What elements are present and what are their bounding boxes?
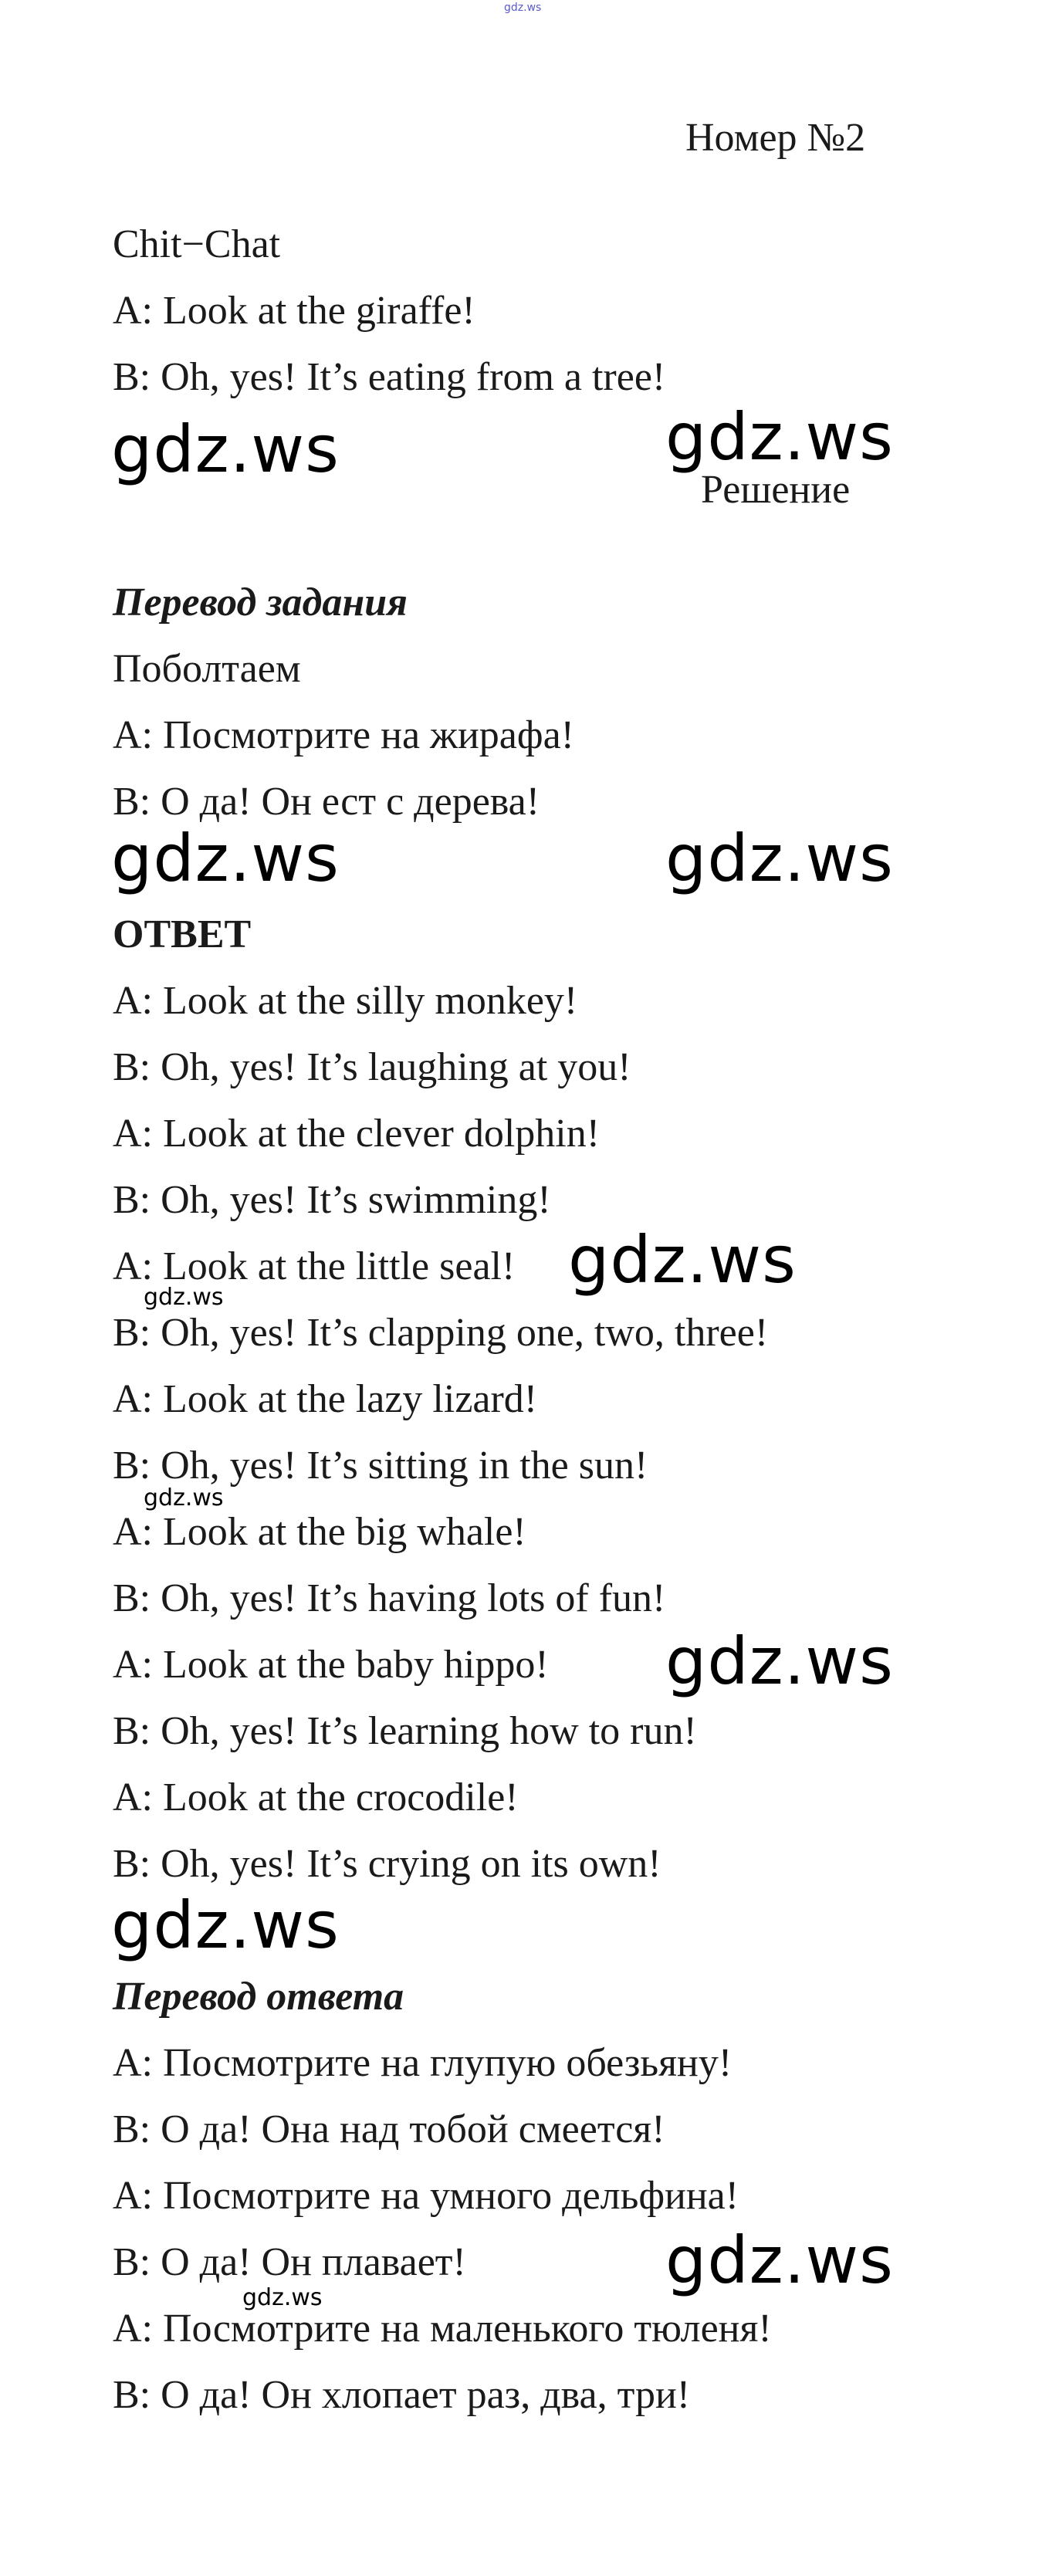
translation-task-title: Поболтаем [113, 647, 301, 691]
answer-line-4: B: Oh, yes! It’s swimming! [113, 1178, 551, 1222]
answer-line-12: B: Oh, yes! It’s learning how to run! [113, 1709, 697, 1753]
watermark: gdz.ws [665, 821, 894, 896]
answer-line-6: B: Oh, yes! It’s clapping one, two, three! [113, 1311, 769, 1355]
translation-task-line-1: A: Посмотрите на жирафа! [113, 713, 574, 757]
page-title: Номер №2 [685, 116, 866, 160]
watermark: gdz.ws [665, 2222, 894, 2298]
translation-answer-line-5: A: Посмотрите на маленького тюленя! [113, 2307, 772, 2351]
translation-answer-line-6: B: О да! Он хлопает раз, два, три! [113, 2373, 691, 2417]
answer-line-7: A: Look at the lazy lizard! [113, 1377, 538, 1421]
task-title: Chit−Chat [113, 222, 281, 266]
translation-task-heading: Перевод задания [113, 581, 408, 625]
answer-line-3: A: Look at the clever dolphin! [113, 1112, 601, 1156]
answer-line-9: A: Look at the big whale! [113, 1510, 526, 1554]
watermark: gdz.ws [665, 1623, 894, 1699]
answer-line-1: A: Look at the silly monkey! [113, 979, 578, 1023]
solution-label: Решение [701, 468, 851, 512]
answer-heading: ОТВЕТ [113, 912, 252, 956]
answer-line-14: B: Oh, yes! It’s crying on its own! [113, 1842, 661, 1886]
watermark: gdz.ws [111, 411, 340, 487]
answer-line-13: A: Look at the crocodile! [113, 1775, 519, 1819]
task-line-2: B: Oh, yes! It’s eating from a tree! [113, 355, 666, 399]
watermark: gdz.ws [111, 1887, 340, 1963]
translation-answer-line-2: B: О да! Она над тобой смеется! [113, 2107, 665, 2151]
watermark-small: gdz.ws [144, 1284, 224, 1311]
translation-answer-heading: Перевод ответа [113, 1975, 404, 2019]
watermark-small: gdz.ws [242, 2284, 323, 2311]
translation-task-line-2: B: О да! Он ест с дерева! [113, 780, 540, 824]
watermark-small: gdz.ws [144, 1484, 224, 1511]
answer-line-10: B: Oh, yes! It’s having lots of fun! [113, 1576, 666, 1620]
answer-line-11: A: Look at the baby hippo! [113, 1643, 549, 1687]
translation-answer-line-3: A: Посмотрите на умного дельфина! [113, 2174, 739, 2218]
task-line-1: A: Look at the giraffe! [113, 289, 475, 333]
answer-line-5: A: Look at the little seal! [113, 1244, 516, 1288]
watermark: gdz.ws [568, 1222, 797, 1298]
answer-line-8: B: Oh, yes! It’s sitting in the sun! [113, 1444, 648, 1488]
watermark: gdz.ws [111, 821, 340, 896]
top-watermark: gdz.ws [504, 2, 542, 14]
translation-answer-line-4: B: О да! Он плавает! [113, 2240, 466, 2284]
watermark: gdz.ws [665, 399, 894, 475]
answer-line-2: B: Oh, yes! It’s laughing at you! [113, 1045, 631, 1089]
translation-answer-line-1: A: Посмотрите на глупую обезьяну! [113, 2041, 733, 2085]
